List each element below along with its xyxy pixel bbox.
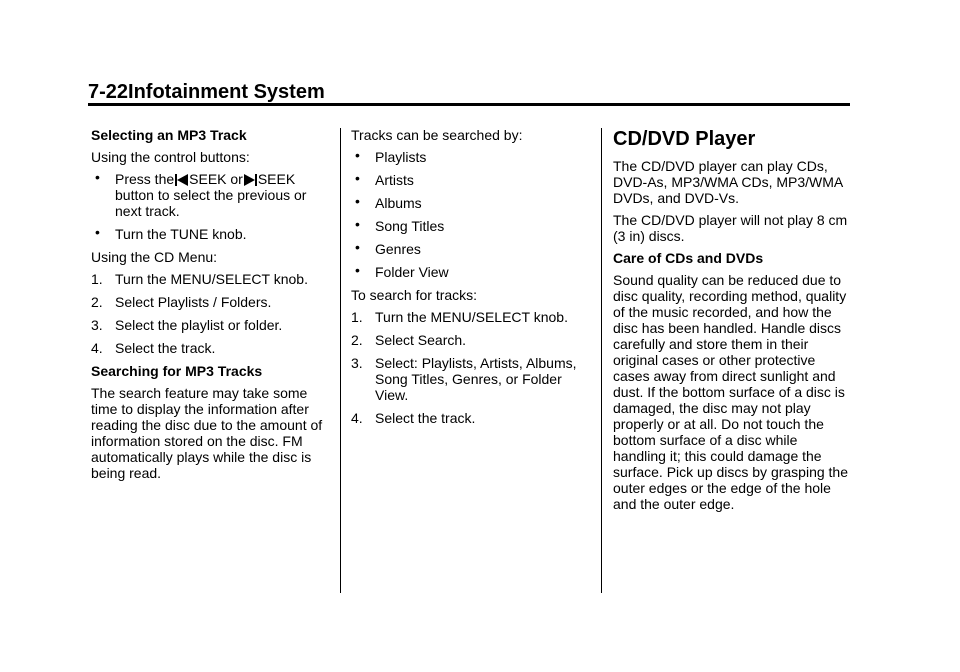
list-item: • Turn the TUNE knob. [95, 224, 247, 242]
list-item: • Press the SEEK or SEEK button to select the previous or next track. [95, 169, 307, 219]
list-item: 2. Select Search. [351, 332, 467, 348]
control-bullet-list [91, 171, 331, 242]
search-tracks-intro: To search for tracks: [351, 287, 478, 303]
bullet: • [355, 262, 360, 278]
search-by-intro: Tracks can be searched by: [351, 127, 523, 143]
column-divider [601, 128, 602, 593]
column-divider [340, 128, 341, 593]
subheading-care: Care of CDs and DVDs [613, 250, 764, 266]
search-by-list [351, 149, 591, 280]
list-item: • Song Titles [355, 216, 445, 234]
bullet: • [355, 193, 360, 209]
seek-back-icon [175, 174, 188, 186]
bullet: • [355, 239, 360, 255]
bullet: • [355, 170, 360, 186]
subheading-selecting-mp3: Selecting an MP3 Track [91, 127, 247, 143]
column-right [613, 127, 853, 518]
list-item: 4. Select the track. [351, 410, 476, 426]
list-item: 3. Select the playlist or folder. [91, 317, 283, 333]
cd-menu-intro: Using the CD Menu: [91, 249, 218, 265]
seek-forward-icon [244, 174, 257, 186]
page-header [88, 80, 850, 104]
player-limitations: The CD/DVD player will not play 8 cm (3 in) discs. [613, 212, 848, 244]
column-left [91, 127, 331, 487]
subheading-searching-mp3: Searching for MP3 Tracks [91, 363, 263, 379]
section-heading-cd-dvd: CD/DVD Player [613, 128, 756, 150]
list-item: 3. Select: Playlists, Artists, Albums, Song Titles, Genres, or Folder View. [351, 355, 577, 403]
list-item: • Folder View [355, 262, 449, 280]
list-item: 1. Turn the MENU/SELECT knob. [91, 271, 308, 287]
player-capabilities: The CD/DVD player can play CDs, DVD-As, MP3/WMA CDs, MP3/WMA DVDs, and DVD-Vs. [613, 158, 843, 206]
bullet: • [355, 216, 360, 232]
control-buttons-intro: Using the control buttons: [91, 149, 250, 165]
bullet: • [95, 169, 100, 185]
list-item: • Genres [355, 239, 421, 257]
list-item: • Albums [355, 193, 422, 211]
cd-menu-steps [91, 271, 331, 356]
section-title: Infotainment System [128, 81, 325, 103]
list-item: 4. Select the track. [91, 340, 216, 356]
search-paragraph: The search feature may take some time to display the information after reading the disc due to the amount of information stored on the disc. FM automatically plays while the disc is being read. [91, 385, 323, 481]
list-item: • Playlists [355, 147, 427, 165]
list-item: 1. Turn the MENU/SELECT knob. [351, 309, 568, 325]
search-steps [351, 309, 591, 426]
column-middle [351, 127, 591, 433]
page-number: 7-22 [88, 81, 129, 103]
bullet: • [95, 224, 100, 240]
header-rule [88, 103, 850, 106]
care-paragraph: Sound quality can be reduced due to disc quality, recording method, quality of the music recorded, and how the disc has been handled. Handle discs carefully and store them in their original cases or other protective cases away from direct sunlight and dust. If the bottom surface of a disc is damaged, the disc may not play properly or at all. Do not touch the bottom surface of a disc while handling it; this could damage the surface. Pick up discs by grasping the outer edges or the edge of the hole and the outer edge. [613, 272, 849, 512]
list-item: 2. Select Playlists / Folders. [91, 294, 272, 310]
bullet: • [355, 147, 360, 163]
list-item: • Artists [355, 170, 414, 188]
